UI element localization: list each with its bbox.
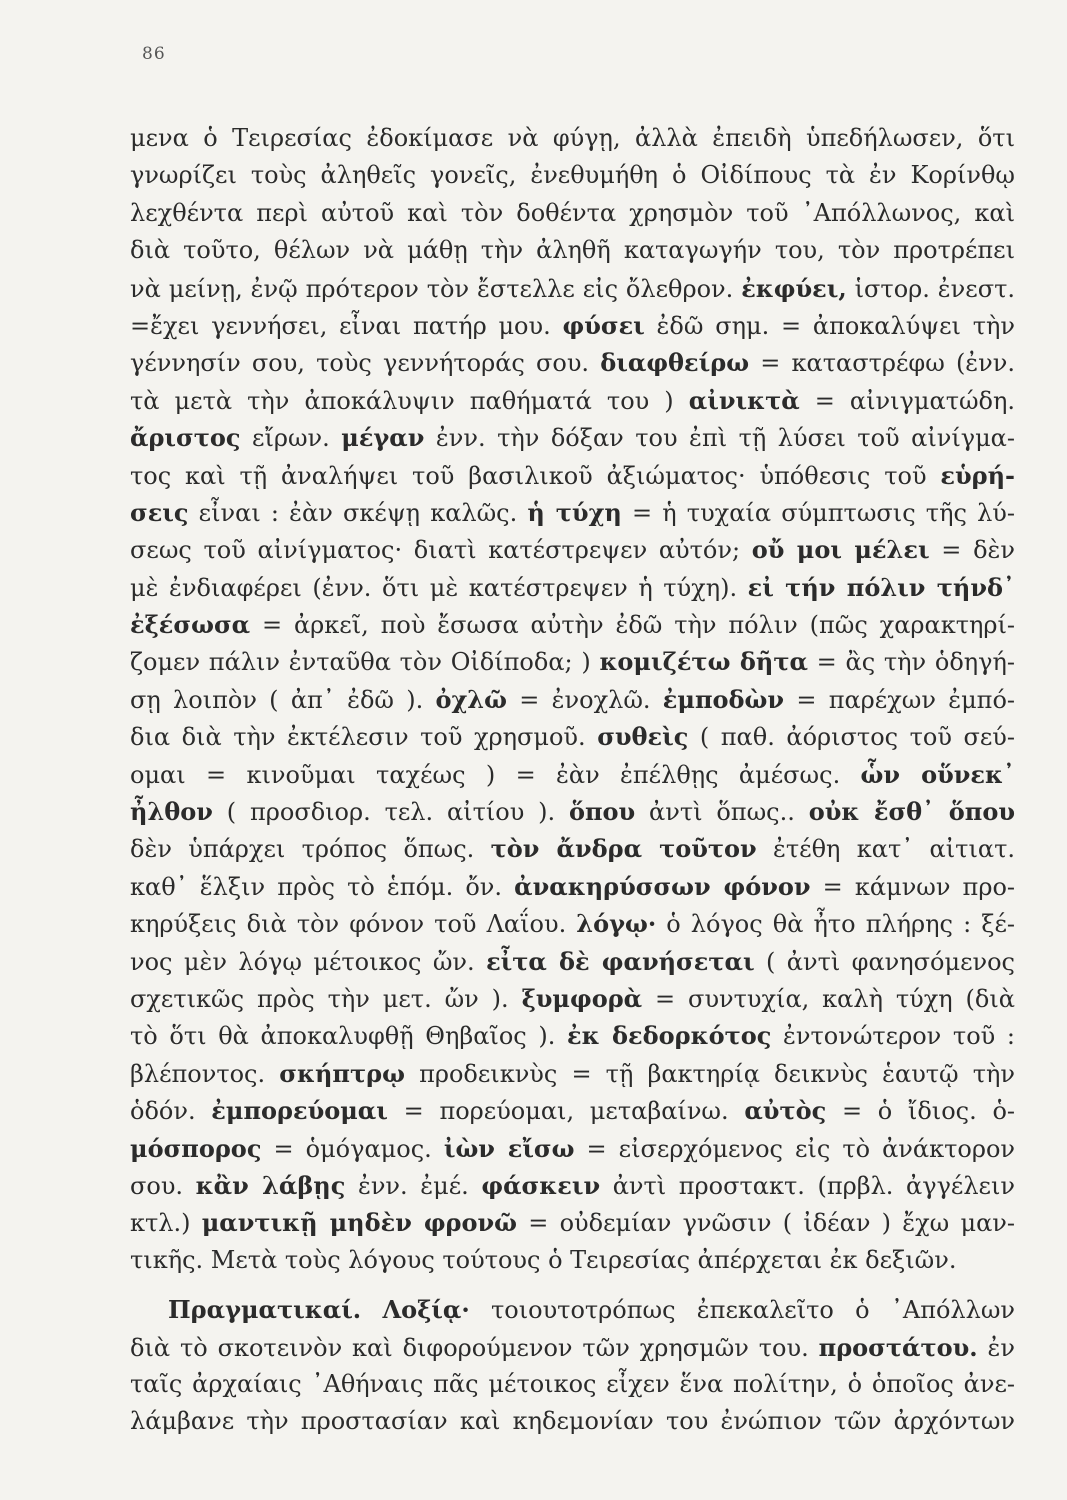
- lemma-term: εἰ τήν πόλιν τήνδ᾿: [747, 572, 1015, 602]
- gloss-text: εἶναι : ἐὰν σκέψῃ καλῶς.: [188, 498, 528, 527]
- gloss-text: = οὐδεμίαν γνῶσιν ( ἰδέαν ) ἔχω μαν-: [517, 1209, 1015, 1238]
- lemma-term: προστάτου.: [818, 1332, 978, 1362]
- gloss-text: τοιουτοτρόπως ἐπεκαλεῖτο ὁ ᾿Απόλλων: [469, 1296, 1015, 1325]
- text-line: [130, 195, 1015, 232]
- text-line: [130, 1329, 1015, 1366]
- lemma-term: μόσπορος: [130, 1133, 262, 1163]
- gloss-text: = συντυχία, καλὴ τύχη (διὰ: [642, 984, 1015, 1013]
- text-line: [130, 1403, 1015, 1440]
- gloss-text: σῃ λοιπὸν ( ἀπ᾿ ἐδῶ ).: [130, 685, 436, 714]
- gloss-text: νὰ μείνῃ, ἐνῷ πρότερον τὸν ἔστελλε εἰς ὄλεθρον.: [130, 274, 742, 303]
- gloss-text: γέννησίν σου, τοὺς γεννήτοράς σου.: [130, 349, 601, 378]
- gloss-text: ἱστορ. ἐνεστ.: [846, 274, 1015, 303]
- lemma-term: ὀχλῶ: [435, 684, 507, 714]
- text-line: [130, 344, 1015, 381]
- gloss-text: λάμβανε τὴν προστασίαν καὶ κηδεμονίαν του ἐνώπιον τῶν ἀρχόντων: [130, 1407, 1015, 1436]
- lemma-term: μέγαν: [341, 423, 425, 453]
- lemma-term: ἐκ δεδορκότος: [567, 1021, 772, 1051]
- gloss-text: δὲν ὑπάρχει τρόπος ὅπως.: [130, 835, 491, 864]
- text-line: [130, 157, 1015, 194]
- gloss-text: [361, 1296, 382, 1324]
- gloss-text: λεχθέντα περὶ αὐτοῦ καὶ τὸν δοθέντα χρησμὸν τοῦ ᾿Απόλλωνος, καὶ: [130, 198, 1015, 227]
- gloss-text: κηρύξεις διὰ τὸν φόνον τοῦ Λαΐου.: [130, 910, 577, 939]
- gloss-text: ὁδόν.: [130, 1097, 212, 1126]
- text-line: [130, 980, 1015, 1017]
- gloss-text: ( προσδιορ. τελ. αἰτίου ).: [212, 798, 569, 827]
- gloss-text: ἐντονώτερον τοῦ :: [771, 1022, 1015, 1051]
- text-line: [130, 307, 1015, 344]
- gloss-text: ἀντὶ ὅπως..: [635, 798, 809, 827]
- text-line: [130, 1242, 1015, 1279]
- gloss-text: =ἔχει γεννήσει, εἶναι πατήρ μου.: [130, 311, 563, 340]
- text-line: [130, 457, 1015, 494]
- lemma-term: ἐκφύει,: [741, 273, 847, 303]
- gloss-text: τὸ ὅτι θὰ ἀποκαλυφθῇ Θηβαῖος ).: [130, 1022, 568, 1051]
- text-line: [130, 643, 1015, 680]
- lemma-term: αὐτὸς: [744, 1096, 827, 1126]
- text-line: [130, 1055, 1015, 1092]
- commentary-paragraph: [130, 120, 1015, 1279]
- gloss-text: ἀντὶ προστακτ. (πρβλ. ἀγγέλειν: [600, 1171, 1015, 1200]
- text-line: [130, 1366, 1015, 1403]
- text-line: [130, 718, 1015, 755]
- lemma-term: ἰὼν εἴσω: [443, 1133, 575, 1163]
- gloss-text: = ἀρκεῖ, ποὺ ἔσωσα αὐτὴν ἐδῶ τὴν πόλιν (πῶς χαρακτηρί-: [250, 611, 1015, 640]
- text-line: [130, 120, 1015, 157]
- text-line: [130, 1204, 1015, 1241]
- lemma-term: οὔ μοι μέλει: [751, 535, 930, 565]
- lemma-term: ἐξέσωσα: [130, 610, 251, 640]
- gloss-text: σεως τοῦ αἰνίγματος· διατὶ κατέστρεψεν αὐτόν;: [130, 536, 752, 565]
- gloss-text: ἐν: [977, 1333, 1015, 1362]
- text-line: [130, 531, 1015, 568]
- gloss-text: δια διὰ τὴν ἐκτέλεσιν τοῦ χρησμοῦ.: [130, 723, 598, 752]
- gloss-text: ἐνν. ἐμέ.: [345, 1171, 482, 1200]
- text-line: [130, 1017, 1015, 1054]
- lemma-term: ἡ τύχη: [527, 497, 622, 527]
- text-line: [130, 1130, 1015, 1167]
- gloss-text: μενα ὁ Τειρεσίας ἐδοκίμασε νὰ φύγῃ, ἀλλὰ ἐπειδὴ ὑπεδήλωσεν, ὅτι: [130, 124, 1015, 152]
- text-line: [130, 382, 1015, 419]
- text-line: [130, 569, 1015, 606]
- gloss-text: τὰ μετὰ τὴν ἀποκάλυψιν παθήματά του ): [130, 386, 689, 415]
- lemma-term: φύσει: [562, 310, 645, 340]
- gloss-text: εἴρων.: [240, 424, 342, 453]
- text-line: [130, 419, 1015, 456]
- lemma-term: ἐμπορεύομαι: [211, 1096, 388, 1126]
- text-line: [130, 494, 1015, 531]
- gloss-text: γνωρίζει τοὺς ἀληθεῖς γονεῖς, ἐνεθυμήθη ὁ Οἰδίπους τὰ ἐν Κορίνθῳ: [130, 161, 1015, 190]
- text-line: [130, 905, 1015, 942]
- lemma-term: ἦλθον: [130, 797, 213, 827]
- gloss-text: = καταστρέφω (ἐνν.: [749, 349, 1015, 378]
- lemma-term: ὅπου: [568, 797, 636, 827]
- gloss-text: σου.: [130, 1171, 196, 1200]
- lemma-term: εὑρή-: [940, 460, 1015, 490]
- gloss-text: τικῆς. Μετὰ τοὺς λόγους τούτους ὁ Τειρεσίας ἀπέρχεται ἐκ δεξιῶν.: [130, 1245, 957, 1274]
- gloss-text: προδεικνὺς = τῇ βακτηρίᾳ δεικνὺς ἑαυτῷ τὴν: [404, 1059, 1015, 1088]
- text-line: [130, 270, 1015, 307]
- gloss-text: νος μὲν λόγῳ μέτοικος ὤν.: [130, 947, 487, 976]
- gloss-text: = ἐνοχλῶ.: [507, 685, 663, 714]
- gloss-text: διὰ τὸ σκοτεινὸν καὶ διφορούμενον τῶν χρησμῶν του.: [130, 1333, 819, 1362]
- gloss-text: βλέποντος.: [130, 1059, 280, 1088]
- text-line: [130, 943, 1015, 980]
- text-line: [130, 606, 1015, 643]
- gloss-text: = δὲν: [929, 536, 1015, 565]
- lemma-term: ἐμποδὼν: [662, 684, 785, 714]
- gloss-text: διὰ τοῦτο, θέλων νὰ μάθῃ τὴν ἀληθῆ καταγωγήν του, τὸν προτρέπει: [130, 236, 1015, 265]
- lemma-term: αἰνικτὰ: [688, 385, 800, 415]
- gloss-text: = κάμνων προ-: [810, 872, 1015, 901]
- text-line: [130, 868, 1015, 905]
- text-line: [130, 1291, 1015, 1328]
- lemma-term: Πραγματικαί.: [168, 1295, 362, 1325]
- text-line: [130, 681, 1015, 718]
- gloss-text: ομαι = κινοῦμαι ταχέως ) = ἐὰν ἐπέλθῃς ἀμέσως.: [130, 760, 861, 789]
- commentary-paragraph: [130, 1291, 1015, 1441]
- lemma-term: λόγῳ·: [576, 909, 657, 939]
- gloss-text: = πορεύομαι, μεταβαίνω.: [387, 1097, 745, 1126]
- gloss-text: = ἂς τὴν ὁδηγή-: [807, 648, 1015, 677]
- gloss-text: κτλ.): [130, 1209, 202, 1238]
- gloss-text: σχετικῶς πρὸς τὴν μετ. ὤν ).: [130, 984, 522, 1013]
- lemma-term: ἄριστος: [130, 423, 241, 453]
- text-line: [130, 756, 1015, 793]
- gloss-text: ἐνν. τὴν δόξαν του ἐπὶ τῇ λύσει τοῦ αἰνίγμα-: [424, 424, 1015, 453]
- lemma-term: σκήπτρῳ: [279, 1058, 405, 1088]
- lemma-term: σεις: [130, 497, 189, 527]
- gloss-text: = ὁ ἴδιος. ὁ-: [826, 1097, 1015, 1126]
- gloss-text: ἐδῶ σημ. = ἀποκαλύψει τὴν: [644, 311, 1015, 340]
- paragraph-gap: [130, 1279, 1015, 1291]
- lemma-term: τὸν ἄνδρα τοῦτον: [490, 834, 757, 864]
- lemma-term: ξυμφορὰ: [521, 983, 643, 1013]
- lemma-term: κἂν λάβῃς: [195, 1170, 346, 1200]
- gloss-text: ἐτέθη κατ᾿ αἰτιατ.: [756, 835, 1015, 864]
- gloss-text: ( παθ. ἀόριστος τοῦ σεύ-: [688, 723, 1015, 752]
- gloss-text: ὁ λόγος θὰ ἦτο πλήρης : ξέ-: [656, 910, 1015, 939]
- gloss-text: = ὁμόγαμος.: [261, 1134, 444, 1163]
- gloss-text: μὲ ἐνδιαφέρει (ἐνν. ὅτι μὲ κατέστρεψεν ἡ τύχη).: [130, 573, 748, 602]
- gloss-text: ζομεν πάλιν ἐνταῦθα τὸν Οἰδίποδα; ): [130, 648, 600, 677]
- gloss-text: = αἰνιγματώδη.: [799, 386, 1015, 415]
- gloss-text: ταῖς ἀρχαίαις ᾿Αθήναις πᾶς μέτοικος εἶχεν ἕνα πολίτην, ὁ ὁποῖος ἀνε-: [130, 1369, 1015, 1398]
- lemma-term: εἶτα δὲ φανήσεται: [486, 946, 755, 976]
- lemma-term: μαντικῇ μηδὲν φρονῶ: [201, 1208, 518, 1238]
- lemma-term: κομιζέτω δῆτα: [599, 647, 808, 677]
- gloss-text: = ἡ τυχαία σύμπτωσις τῆς λύ-: [621, 498, 1015, 527]
- text-line: [130, 793, 1015, 830]
- text-line: [130, 830, 1015, 867]
- page-number: 86: [142, 44, 166, 64]
- text-line: [130, 1092, 1015, 1129]
- lemma-term: Λοξίᾳ·: [382, 1295, 470, 1325]
- lemma-term: διαφθείρω: [600, 348, 750, 378]
- lemma-term: οὐκ ἔσθ᾿ ὅπου: [808, 797, 1015, 827]
- lemma-term: συθεὶς: [597, 722, 689, 752]
- lemma-term: φάσκειν: [481, 1170, 601, 1200]
- gloss-text: καθ᾿ ἕλξιν πρὸς τὸ ἑπόμ. ὄν.: [130, 872, 515, 901]
- text-line: [130, 1167, 1015, 1204]
- commentary-text: [130, 120, 1015, 1441]
- lemma-term: ἀνακηρύσσων φόνον: [514, 871, 811, 901]
- gloss-text: τος καὶ τῇ ἀναλήψει τοῦ βασιλικοῦ ἀξιώματος· ὑπόθεσις τοῦ: [130, 461, 941, 490]
- gloss-text: = εἰσερχόμενος εἰς τὸ ἀνάκτορον: [574, 1134, 1015, 1163]
- gloss-text: ( ἀντὶ φανησόμενος: [754, 947, 1015, 976]
- text-line: [130, 232, 1015, 269]
- lemma-term: ὧν οὕνεκ᾿: [860, 759, 1015, 789]
- gloss-text: = παρέχων ἐμπό-: [784, 685, 1015, 714]
